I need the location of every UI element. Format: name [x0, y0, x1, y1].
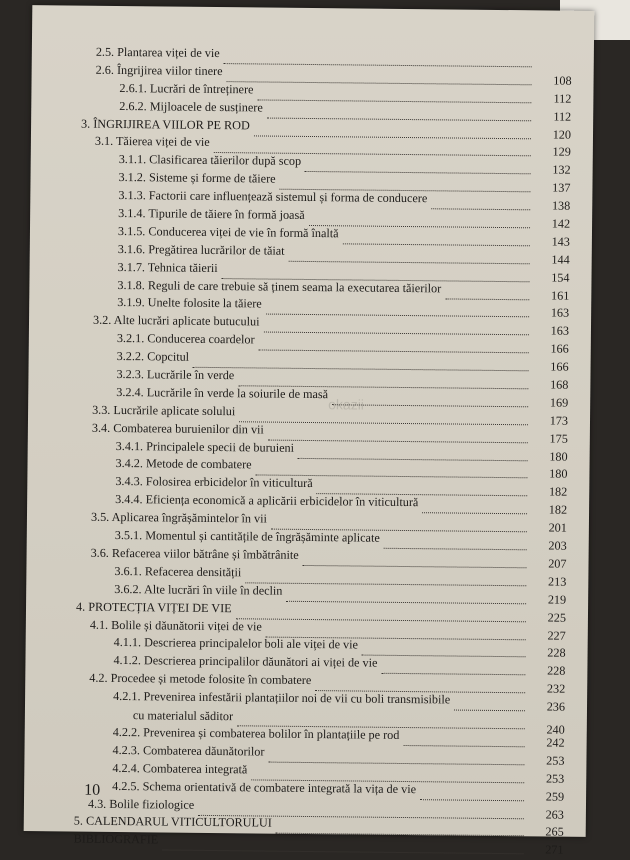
toc-entry-page: 112 [535, 90, 571, 108]
toc-entry-title: 4.1.2. Descrierea principalilor dăunători ai viței de vie [113, 652, 377, 673]
toc-entry-page: 263 [528, 806, 564, 824]
toc-entry-title: 3.1.1. Clasificarea tăierilor după scop [119, 151, 302, 171]
toc-entry-page: 137 [534, 180, 570, 198]
toc-entry-title: cu materialul săditor [133, 706, 233, 725]
toc-entry-title: 3.1.5. Conducerea viței de vie în formă înaltă [118, 223, 339, 243]
toc-entry-title: 4.2.4. Combaterea integrată [112, 760, 247, 779]
toc-entry-page: 201 [531, 519, 567, 537]
toc-entry-title: 3.3. Lucrările aplicate solului [92, 402, 235, 421]
toc-entry-page: 144 [534, 251, 570, 269]
toc-entry-title: 5. CALENDARUL VITICULTORULUI [74, 813, 272, 833]
toc-entry-title: 4.2.5. Schema orientativă de combatere integrată la vița de vie [112, 778, 416, 799]
dot-leader [454, 693, 525, 712]
toc-entry-title: 4.2.3. Combaterea dăunătorilor [112, 742, 264, 761]
toc-entry-title: 4.2.1. Prevenirea infestării plantațiilor noi de vii cu boli transmisibile [113, 688, 450, 709]
toc-entry-page: 129 [535, 144, 571, 162]
toc-entry-page: 228 [529, 663, 565, 681]
toc-entry-title: 3.4.2. Metode de combatere [115, 455, 251, 474]
toc-entry-title: 3.1. Tăierea viței de vie [95, 133, 210, 152]
toc-entry-title: 2.5. Plantarea viței de vie [96, 44, 220, 63]
toc-entry-page: 120 [535, 126, 571, 144]
toc-entry-page: 169 [532, 394, 568, 412]
toc-entry-title: 3.2. Alte lucrări aplicate butucului [93, 312, 260, 332]
toc-entry-page: 163 [533, 305, 569, 323]
toc-entry-title: 2.6.1. Lucrări de întreținere [119, 80, 253, 99]
toc-entry-page: 213 [530, 573, 566, 591]
toc-entry-title: 3.2.1. Conducerea coardelor [117, 330, 255, 349]
toc-entry-title: 3.1.3. Factorii care influențează sistemul și forma de conducere [118, 187, 427, 208]
toc-entry-title: BIBLIOGRAFIE [74, 831, 159, 850]
toc-entry-page: 180 [531, 466, 567, 484]
toc-entry-page: 166 [532, 358, 568, 376]
toc-entry-page: 271 [527, 842, 563, 860]
toc-entry-page: 182 [531, 484, 567, 502]
toc-entry-title: 3.6. Refacerea viilor bătrâne și îmbătrânite [91, 545, 299, 565]
toc-entry-page: 173 [532, 412, 568, 430]
toc-entry-page: 154 [533, 269, 569, 287]
toc-entry-title: 3.2.4. Lucrările în verde la soiurile de masă [116, 384, 328, 404]
toc-entry-page: 168 [532, 376, 568, 394]
footer-page-number: 10 [84, 782, 100, 800]
toc-entry-title: 3. ÎNGRIJIREA VIILOR PE ROD [81, 115, 250, 135]
toc-entry-page: 161 [533, 287, 569, 305]
toc-entry-title: 3.1.9. Unelte folosite la tăiere [117, 294, 262, 313]
toc-entry-title: 3.4.4. Eficiența economică a aplicării erbicidelor în viticultură [115, 491, 418, 512]
toc-entry-page: 175 [532, 430, 568, 448]
toc-entry-title: 3.4. Combaterea buruienilor din vii [92, 419, 264, 439]
toc-entry-title: 3.6.2. Alte lucrări în viile în declin [114, 581, 282, 601]
toc-entry-title: 3.4.3. Folosirea erbicidelor în viticultură [115, 473, 313, 493]
toc-entry-page: 108 [535, 72, 571, 90]
toc-entry-page: 253 [528, 752, 564, 770]
toc-entry-title: 3.4.1. Principalele specii de buruieni [116, 438, 295, 458]
dot-leader [162, 833, 523, 855]
toc-entry-title: 2.6.2. Mijloacele de susținere [119, 98, 263, 117]
toc-entry-page: 236 [529, 698, 565, 716]
toc-entry-page: 203 [531, 537, 567, 555]
toc-entry-title: 4.2.2. Prevenirea și combaterea bolilor în plantațiile pe rod [113, 724, 400, 745]
toc-entry-title: 3.1.2. Sisteme și forme de tăiere [118, 169, 275, 189]
toc-entry [74, 831, 564, 854]
toc-entry-title: 3.5.1. Momentul și cantitățile de îngrășăminte aplicate [115, 527, 380, 548]
toc-entry-title: 3.6.1. Refacerea densității [114, 563, 241, 582]
toc-entry-page: 265 [528, 824, 564, 842]
toc-entry-page: 240 [529, 720, 565, 738]
watermark: okazii [328, 396, 364, 412]
toc-entry-page: 207 [530, 555, 566, 573]
toc-entry-page: 219 [530, 591, 566, 609]
toc-entry-title: 3.1.4. Tipurile de tăiere în formă joasă [118, 205, 305, 225]
toc-entry-page: 112 [535, 108, 571, 126]
toc-entry-title: 3.1.8. Reguli de care trebuie să ținem seama la executarea tăierilor [117, 277, 441, 298]
toc-entry-page: 259 [528, 788, 564, 806]
toc-entry-title: 4.2. Procedee și metode folosite în combatere [89, 670, 311, 690]
book-page [24, 5, 595, 837]
toc-entry-title: 4. PROTECȚIA VIȚEI DE VIE [76, 598, 232, 618]
toc-entry-title: 4.1. Bolile și dăunătorii viței de vie [90, 616, 262, 636]
toc-entry-page: 163 [533, 323, 569, 341]
toc-entry-page: 227 [530, 627, 566, 645]
toc-entry-title: 3.2.3. Lucrările în verde [116, 366, 234, 385]
toc-entry-page: 166 [533, 341, 569, 359]
toc-entry-page: 225 [530, 609, 566, 627]
toc-entry-title: 3.1.6. Pregătirea lucrărilor de tăiat [118, 241, 285, 261]
toc-entry-page: 232 [529, 680, 565, 698]
toc-entry-title: 3.5. Aplicarea îngrășămintelor în vii [91, 509, 267, 529]
table-of-contents [74, 44, 572, 854]
toc-entry-title: 3.2.2. Copcitul [117, 348, 190, 367]
toc-entry-page: 142 [534, 215, 570, 233]
toc-entry-page: 253 [528, 770, 564, 788]
toc-entry-page: 182 [531, 502, 567, 520]
toc-entry-title: 4.1.1. Descrierea principalelor boli ale viței de vie [114, 634, 359, 654]
toc-entry-page: 143 [534, 233, 570, 251]
toc-entry-title: 3.1.7. Tehnica tăierii [118, 259, 218, 278]
toc-entry-title: 2.6. Îngrijirea viilor tinere [96, 62, 223, 81]
toc-entry-page: 228 [529, 645, 565, 663]
toc-entry-page: 242 [529, 734, 565, 752]
toc-entry-page: 180 [532, 448, 568, 466]
toc-entry-page: 138 [534, 197, 570, 215]
toc-entry-title: 4.3. Bolile fiziologice [88, 795, 194, 814]
toc-entry-page: 132 [535, 162, 571, 180]
